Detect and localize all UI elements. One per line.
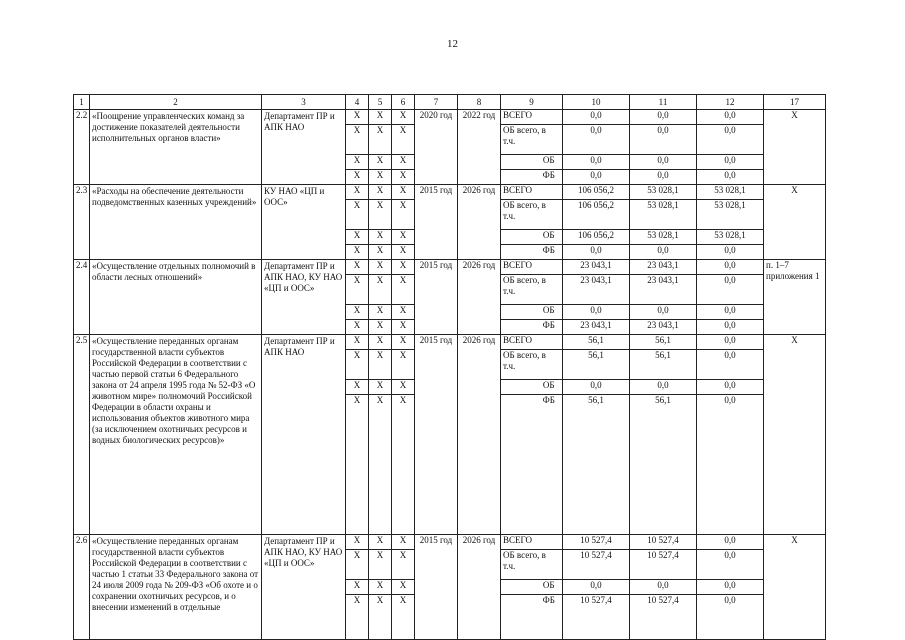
funding-source: ОБ bbox=[536, 230, 563, 245]
x-mark: X bbox=[346, 185, 369, 200]
table-row bbox=[74, 185, 826, 200]
funding-source-indent bbox=[501, 380, 536, 395]
x-mark: X bbox=[369, 245, 392, 260]
x-mark: X bbox=[346, 335, 369, 350]
header-cell: 17 bbox=[764, 95, 826, 110]
header-cell: 12 bbox=[697, 95, 764, 110]
x-mark: X bbox=[346, 320, 369, 335]
value-col-11: 0,0 bbox=[630, 110, 697, 125]
value-col-12: 0,0 bbox=[697, 335, 764, 350]
value-col-12: 0,0 bbox=[697, 535, 764, 550]
x-mark: X bbox=[392, 335, 415, 350]
activity-description: «Расходы на обеспечение деятельности подведомственных казенных учреждений» bbox=[90, 185, 262, 260]
start-year: 2015 год bbox=[415, 535, 458, 640]
value-col-11: 53 028,1 bbox=[630, 230, 697, 245]
x-mark: X bbox=[346, 260, 369, 275]
value-col-12: 0,0 bbox=[697, 595, 764, 640]
value-col-11: 23 043,1 bbox=[630, 320, 697, 335]
value-col-10: 56,1 bbox=[563, 395, 630, 535]
x-mark: X bbox=[392, 580, 415, 595]
x-mark: X bbox=[392, 380, 415, 395]
value-col-12: 53 028,1 bbox=[697, 185, 764, 200]
funding-source: ОБ bbox=[536, 305, 563, 320]
value-col-12: 0,0 bbox=[697, 350, 764, 380]
header-row bbox=[74, 95, 826, 110]
value-col-12: 53 028,1 bbox=[697, 230, 764, 245]
table-row bbox=[74, 335, 826, 350]
activity-description: «Поощрение управленческих команд за достижение показателей деятельности исполнительных органов власти» bbox=[90, 110, 262, 185]
value-col-10: 106 056,2 bbox=[563, 185, 630, 200]
program-activities-table bbox=[73, 94, 826, 640]
funding-source-indent bbox=[501, 395, 536, 535]
table-row bbox=[74, 110, 826, 125]
x-mark: X bbox=[346, 305, 369, 320]
value-col-10: 56,1 bbox=[563, 350, 630, 380]
funding-source: ФБ bbox=[536, 170, 563, 185]
table-row bbox=[74, 260, 826, 275]
value-col-11: 56,1 bbox=[630, 350, 697, 380]
note-col-17: X bbox=[764, 535, 826, 640]
x-mark: X bbox=[369, 305, 392, 320]
start-year: 2020 год bbox=[415, 110, 458, 185]
header-cell: 4 bbox=[346, 95, 369, 110]
funding-source: ВСЕГО bbox=[501, 185, 563, 200]
x-mark: X bbox=[346, 230, 369, 245]
x-mark: X bbox=[369, 535, 392, 550]
x-mark: X bbox=[369, 550, 392, 580]
value-col-12: 0,0 bbox=[697, 395, 764, 535]
funding-source: ОБ всего, в т.ч. bbox=[501, 550, 563, 580]
funding-source: ОБ всего, в т.ч. bbox=[501, 200, 563, 230]
row-number: 2.6 bbox=[74, 535, 90, 640]
funding-source-indent bbox=[501, 305, 536, 320]
funding-source: ФБ bbox=[536, 395, 563, 535]
header-cell: 11 bbox=[630, 95, 697, 110]
value-col-10: 10 527,4 bbox=[563, 550, 630, 580]
value-col-11: 0,0 bbox=[630, 305, 697, 320]
x-mark: X bbox=[392, 535, 415, 550]
responsible-executor: Департамент ПР и АПК НАО bbox=[262, 110, 346, 185]
header-cell: 1 bbox=[74, 95, 90, 110]
value-col-11: 0,0 bbox=[630, 580, 697, 595]
x-mark: X bbox=[369, 320, 392, 335]
x-mark: X bbox=[392, 200, 415, 230]
funding-source: ОБ bbox=[536, 580, 563, 595]
value-col-11: 56,1 bbox=[630, 335, 697, 350]
value-col-12: 53 028,1 bbox=[697, 200, 764, 230]
value-col-12: 0,0 bbox=[697, 305, 764, 320]
x-mark: X bbox=[369, 110, 392, 125]
responsible-executor: Департамент ПР и АПК НАО bbox=[262, 335, 346, 535]
x-mark: X bbox=[369, 595, 392, 640]
activity-description: «Осуществление отдельных полномочий в области лесных отношений» bbox=[90, 260, 262, 335]
value-col-12: 0,0 bbox=[697, 380, 764, 395]
x-mark: X bbox=[369, 200, 392, 230]
x-mark: X bbox=[369, 260, 392, 275]
header-cell: 10 bbox=[563, 95, 630, 110]
value-col-11: 0,0 bbox=[630, 155, 697, 170]
x-mark: X bbox=[346, 395, 369, 535]
value-col-12: 0,0 bbox=[697, 125, 764, 155]
header-cell: 6 bbox=[392, 95, 415, 110]
funding-source-indent bbox=[501, 580, 536, 595]
x-mark: X bbox=[346, 550, 369, 580]
funding-source: ВСЕГО bbox=[501, 335, 563, 350]
value-col-11: 10 527,4 bbox=[630, 550, 697, 580]
x-mark: X bbox=[369, 230, 392, 245]
x-mark: X bbox=[392, 260, 415, 275]
value-col-11: 53 028,1 bbox=[630, 200, 697, 230]
table-body bbox=[74, 95, 826, 640]
header-cell: 8 bbox=[458, 95, 501, 110]
value-col-10: 0,0 bbox=[563, 110, 630, 125]
value-col-11: 10 527,4 bbox=[630, 535, 697, 550]
value-col-12: 0,0 bbox=[697, 580, 764, 595]
value-col-11: 0,0 bbox=[630, 380, 697, 395]
value-col-11: 0,0 bbox=[630, 170, 697, 185]
note-col-17: п. 1–7 приложения 1 bbox=[764, 260, 826, 335]
x-mark: X bbox=[392, 350, 415, 380]
activity-description: «Осуществление переданных органам государственной власти субъектов Российской Федерации в соответствии с частью 1 статьи 33 Федерального закона от 24 июля 2009 года № 209-ФЗ «Об охоте и о сохранении охотничьих ресурсов, и о внесении изменений в отдельные bbox=[90, 535, 262, 640]
value-col-10: 23 043,1 bbox=[563, 275, 630, 305]
funding-source: ВСЕГО bbox=[501, 260, 563, 275]
funding-source-indent bbox=[501, 595, 536, 640]
page-number: 12 bbox=[447, 38, 458, 50]
header-cell: 7 bbox=[415, 95, 458, 110]
responsible-executor: Департамент ПР и АПК НАО, КУ НАО «ЦП и ООС» bbox=[262, 535, 346, 640]
funding-source-indent bbox=[501, 245, 536, 260]
value-col-10: 0,0 bbox=[563, 245, 630, 260]
note-col-17: X bbox=[764, 335, 826, 535]
start-year: 2015 год bbox=[415, 335, 458, 535]
funding-source-indent bbox=[501, 170, 536, 185]
end-year: 2026 год bbox=[458, 335, 501, 535]
x-mark: X bbox=[392, 320, 415, 335]
end-year: 2026 год bbox=[458, 185, 501, 260]
value-col-10: 10 527,4 bbox=[563, 595, 630, 640]
x-mark: X bbox=[392, 245, 415, 260]
x-mark: X bbox=[369, 335, 392, 350]
funding-source-indent bbox=[501, 230, 536, 245]
funding-source: ОБ всего, в т.ч. bbox=[501, 275, 563, 305]
value-col-10: 23 043,1 bbox=[563, 320, 630, 335]
funding-source: ОБ всего, в т.ч. bbox=[501, 350, 563, 380]
value-col-10: 0,0 bbox=[563, 155, 630, 170]
x-mark: X bbox=[346, 155, 369, 170]
end-year: 2026 год bbox=[458, 260, 501, 335]
responsible-executor: Департамент ПР и АПК НАО, КУ НАО «ЦП и ООС» bbox=[262, 260, 346, 335]
header-cell: 5 bbox=[369, 95, 392, 110]
x-mark: X bbox=[369, 275, 392, 305]
funding-source: ОБ bbox=[536, 380, 563, 395]
row-number: 2.4 bbox=[74, 260, 90, 335]
x-mark: X bbox=[369, 380, 392, 395]
responsible-executor: КУ НАО «ЦП и ООС» bbox=[262, 185, 346, 260]
value-col-10: 23 043,1 bbox=[563, 260, 630, 275]
x-mark: X bbox=[392, 155, 415, 170]
end-year: 2022 год bbox=[458, 110, 501, 185]
x-mark: X bbox=[346, 125, 369, 155]
value-col-12: 0,0 bbox=[697, 110, 764, 125]
x-mark: X bbox=[392, 395, 415, 535]
funding-source: ОБ bbox=[536, 155, 563, 170]
value-col-10: 10 527,4 bbox=[563, 535, 630, 550]
value-col-10: 0,0 bbox=[563, 580, 630, 595]
header-cell: 9 bbox=[501, 95, 563, 110]
x-mark: X bbox=[346, 350, 369, 380]
x-mark: X bbox=[346, 580, 369, 595]
x-mark: X bbox=[369, 580, 392, 595]
funding-source: ФБ bbox=[536, 595, 563, 640]
x-mark: X bbox=[369, 170, 392, 185]
value-col-11: 23 043,1 bbox=[630, 260, 697, 275]
funding-source: ВСЕГО bbox=[501, 110, 563, 125]
value-col-11: 10 527,4 bbox=[630, 595, 697, 640]
x-mark: X bbox=[369, 185, 392, 200]
funding-source-indent bbox=[501, 155, 536, 170]
value-col-10: 0,0 bbox=[563, 305, 630, 320]
x-mark: X bbox=[346, 200, 369, 230]
x-mark: X bbox=[346, 245, 369, 260]
x-mark: X bbox=[346, 110, 369, 125]
value-col-12: 0,0 bbox=[697, 155, 764, 170]
x-mark: X bbox=[392, 550, 415, 580]
x-mark: X bbox=[392, 305, 415, 320]
x-mark: X bbox=[346, 535, 369, 550]
x-mark: X bbox=[346, 380, 369, 395]
activity-description: «Осуществление переданных органам государственной власти субъектов Российской Федерации в соответствии с частью первой статьи 6 Федерального закона от 24 апреля 1995 года № 52-ФЗ «О животном мире» полномочий Российской Федерации в области охраны и использования объектов животного мира (за исключением охотничьих ресурсов и водных биологических ресурсов)» bbox=[90, 335, 262, 535]
header-cell: 3 bbox=[262, 95, 346, 110]
start-year: 2015 год bbox=[415, 185, 458, 260]
x-mark: X bbox=[369, 125, 392, 155]
note-col-17: X bbox=[764, 185, 826, 260]
value-col-12: 0,0 bbox=[697, 275, 764, 305]
value-col-12: 0,0 bbox=[697, 260, 764, 275]
value-col-11: 0,0 bbox=[630, 245, 697, 260]
value-col-10: 0,0 bbox=[563, 125, 630, 155]
value-col-10: 106 056,2 bbox=[563, 230, 630, 245]
x-mark: X bbox=[346, 275, 369, 305]
value-col-12: 0,0 bbox=[697, 550, 764, 580]
note-col-17: X bbox=[764, 110, 826, 185]
value-col-11: 0,0 bbox=[630, 125, 697, 155]
value-col-11: 53 028,1 bbox=[630, 185, 697, 200]
x-mark: X bbox=[369, 350, 392, 380]
table-row bbox=[74, 535, 826, 550]
x-mark: X bbox=[392, 125, 415, 155]
value-col-10: 106 056,2 bbox=[563, 200, 630, 230]
value-col-11: 56,1 bbox=[630, 395, 697, 535]
start-year: 2015 год bbox=[415, 260, 458, 335]
x-mark: X bbox=[346, 595, 369, 640]
row-number: 2.2 bbox=[74, 110, 90, 185]
value-col-10: 0,0 bbox=[563, 170, 630, 185]
x-mark: X bbox=[392, 110, 415, 125]
value-col-12: 0,0 bbox=[697, 245, 764, 260]
end-year: 2026 год bbox=[458, 535, 501, 640]
header-cell: 2 bbox=[90, 95, 262, 110]
value-col-12: 0,0 bbox=[697, 170, 764, 185]
x-mark: X bbox=[392, 595, 415, 640]
x-mark: X bbox=[369, 395, 392, 535]
x-mark: X bbox=[346, 170, 369, 185]
x-mark: X bbox=[392, 185, 415, 200]
row-number: 2.3 bbox=[74, 185, 90, 260]
row-number: 2.5 bbox=[74, 335, 90, 535]
value-col-10: 56,1 bbox=[563, 335, 630, 350]
value-col-10: 0,0 bbox=[563, 380, 630, 395]
x-mark: X bbox=[392, 230, 415, 245]
funding-source: ФБ bbox=[536, 245, 563, 260]
value-col-11: 23 043,1 bbox=[630, 275, 697, 305]
funding-source-indent bbox=[501, 320, 536, 335]
x-mark: X bbox=[392, 170, 415, 185]
value-col-12: 0,0 bbox=[697, 320, 764, 335]
funding-source: ВСЕГО bbox=[501, 535, 563, 550]
funding-source: ОБ всего, в т.ч. bbox=[501, 125, 563, 155]
x-mark: X bbox=[392, 275, 415, 305]
x-mark: X bbox=[369, 155, 392, 170]
funding-source: ФБ bbox=[536, 320, 563, 335]
